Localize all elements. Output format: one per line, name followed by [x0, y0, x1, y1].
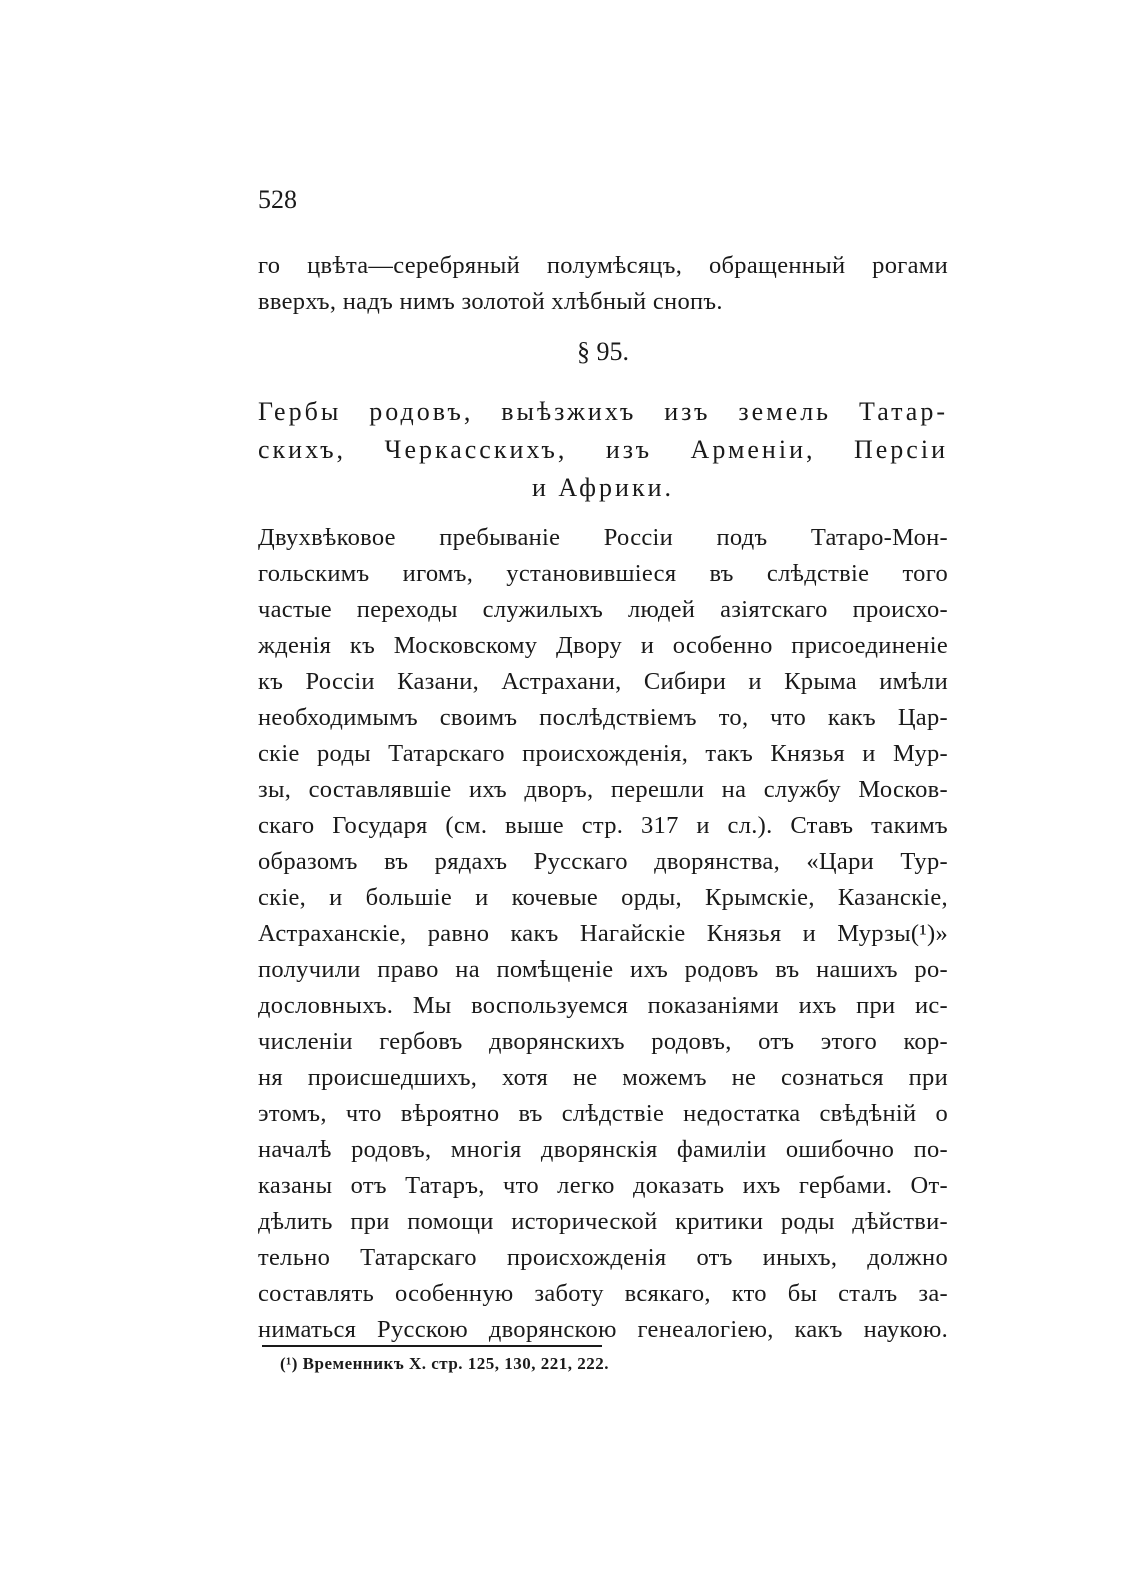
intro-paragraph: [258, 248, 948, 320]
body-paragraph: [258, 520, 948, 1348]
body-line: численіи гербовъ дворянскихъ родовъ, отъ этого кор-: [258, 1028, 948, 1055]
body-line: образомъ въ рядахъ Русскаго дворянства, «Цари Тур-: [258, 848, 948, 875]
footnote: (¹) Временникъ X. стр. 125, 130, 221, 222.: [280, 1354, 610, 1373]
heading-line: Гербы родовъ, выѣзжихъ изъ земель Татар-: [258, 397, 948, 426]
body-line: тельно Татарскаго происхожденія отъ иныхъ, должно: [258, 1244, 948, 1271]
body-line: скіе, и большіе и кочевые орды, Крымскіе, Казанскіе,: [258, 884, 948, 911]
page-number: 528: [258, 185, 297, 214]
section-heading: [258, 393, 948, 507]
body-line: гольскимъ игомъ, установившіеся въ слѣдствіе того: [258, 560, 948, 587]
body-line: получили право на помѣщеніе ихъ родовъ въ нашихъ ро-: [258, 956, 948, 983]
heading-line: скихъ, Черкасскихъ, изъ Арменіи, Персіи: [258, 435, 948, 464]
body-line: скаго Государя (см. выше стр. 317 и сл.). Ставъ такимъ: [258, 812, 948, 839]
body-line: началѣ родовъ, многія дворянскія фамиліи ошибочно по-: [258, 1136, 948, 1163]
body-line: составлять особенную заботу всякаго, кто бы сталъ за-: [258, 1280, 948, 1307]
body-line: жденія къ Московскому Двору и особенно присоединеніе: [258, 632, 948, 659]
body-line: необходимымъ своимъ послѣдствіемъ то, что какъ Цар-: [258, 704, 948, 731]
body-line: Двухвѣковое пребываніе Россіи подъ Татаро-Мон-: [258, 524, 948, 551]
body-line: ня происшедшихъ, хотя не можемъ не сознаться при: [258, 1064, 948, 1091]
body-line: ниматься Русскою дворянскою генеалогіею, какъ наукою.: [258, 1316, 948, 1343]
body-line: Астраханскіе, равно какъ Нагайскіе Князья и Мурзы(¹)»: [258, 920, 948, 947]
body-line: дѣлить при помощи исторической критики роды дѣйстви-: [258, 1208, 948, 1235]
body-line: зы, составлявшіе ихъ дворъ, перешли на службу Москов-: [258, 776, 948, 803]
section-number: § 95.: [577, 337, 629, 366]
intro-line: вверхъ, надъ нимъ золотой хлѣбный снопъ.: [258, 288, 723, 315]
body-line: частые переходы служилыхъ людей азіятскаго происхо-: [258, 596, 948, 623]
body-line: скіе роды Татарскаго происхожденія, такъ Князья и Мур-: [258, 740, 948, 767]
body-line: дословныхъ. Мы воспользуемся показаніями ихъ при ис-: [258, 992, 948, 1019]
heading-line: и Африки.: [531, 473, 674, 502]
body-line: къ Россіи Казани, Астрахани, Сибири и Крыма имѣли: [258, 668, 948, 695]
body-line: казаны отъ Татаръ, что легко доказать ихъ гербами. От-: [258, 1172, 948, 1199]
footnote-divider: [262, 1345, 602, 1347]
intro-line: го цвѣта—серебряный полумѣсяцъ, обращенный рогами: [258, 252, 948, 279]
body-line: этомъ, что вѣроятно въ слѣдствіе недостатка свѣдѣній о: [258, 1100, 948, 1127]
